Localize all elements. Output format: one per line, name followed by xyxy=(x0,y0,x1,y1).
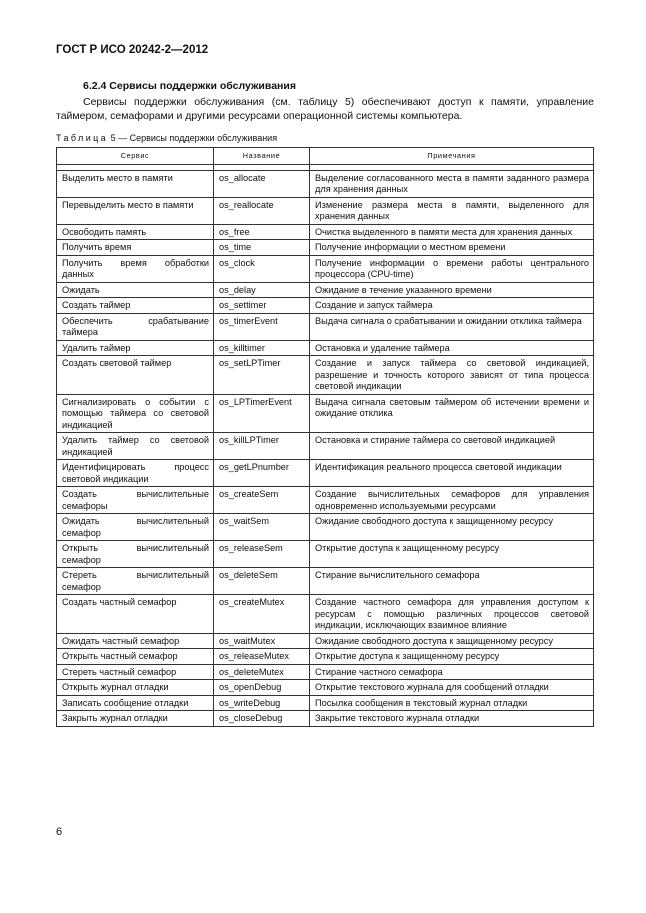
table-row xyxy=(57,514,594,541)
function-name-cell: os_time xyxy=(214,240,310,256)
table-caption-prefix: Таблица xyxy=(56,133,109,143)
notes-cell: Получение информации о времени работы центрального процессора (CPU-time) xyxy=(310,255,594,282)
table-caption-text: 5 — Сервисы поддержки обслуживания xyxy=(108,133,278,143)
page-number: 6 xyxy=(56,826,63,838)
function-name-cell: os_killtimer xyxy=(214,340,310,356)
header-name: Название xyxy=(214,148,310,165)
notes-cell: Остановка и удаление таймера xyxy=(310,340,594,356)
notes-cell: Открытие доступа к защищенному ресурсу xyxy=(310,541,594,568)
table-row xyxy=(57,356,594,395)
table-row xyxy=(57,695,594,711)
notes-cell: Открытие текстового журнала для сообщений отладки xyxy=(310,680,594,696)
service-cell: Обеспечить срабатывание таймера xyxy=(57,313,214,340)
function-name-cell: os_reallocate xyxy=(214,197,310,224)
function-name-cell: os_releaseSem xyxy=(214,541,310,568)
function-name-cell: os_timerEvent xyxy=(214,313,310,340)
service-cell: Освободить память xyxy=(57,224,214,240)
table-row xyxy=(57,595,594,634)
function-name-cell: os_createMutex xyxy=(214,595,310,634)
table-row xyxy=(57,298,594,314)
service-cell: Стереть вычислительный семафор xyxy=(57,568,214,595)
function-name-cell: os_writeDebug xyxy=(214,695,310,711)
notes-cell: Создание и запуск таймера со световой индикацией, разрешение и точность которого зависят от типа процесса световой индикации xyxy=(310,356,594,395)
function-name-cell: os_waitMutex xyxy=(214,633,310,649)
service-cell: Открыть частный семафор xyxy=(57,649,214,665)
notes-cell: Выделение согласованного места в памяти заданного размера для хранения данных xyxy=(310,170,594,197)
table-row xyxy=(57,487,594,514)
notes-cell: Выдача сигнала световым таймером об истечении времени и ожидание отклика xyxy=(310,394,594,433)
function-name-cell: os_setLPTimer xyxy=(214,356,310,395)
function-name-cell: os_getLPnumber xyxy=(214,460,310,487)
function-name-cell: os_waitSem xyxy=(214,514,310,541)
notes-cell: Стирание частного семафора xyxy=(310,664,594,680)
service-cell: Ожидать частный семафор xyxy=(57,633,214,649)
function-name-cell: os_createSem xyxy=(214,487,310,514)
table-row xyxy=(57,313,594,340)
services-table xyxy=(56,147,594,727)
notes-cell: Стирание вычислительного семафора xyxy=(310,568,594,595)
function-name-cell: os_free xyxy=(214,224,310,240)
table-row xyxy=(57,460,594,487)
service-cell: Записать сообщение отладки xyxy=(57,695,214,711)
table-body xyxy=(57,170,594,726)
table-row xyxy=(57,649,594,665)
table-row xyxy=(57,240,594,256)
service-cell: Создать частный семафор xyxy=(57,595,214,634)
function-name-cell: os_delay xyxy=(214,282,310,298)
notes-cell: Создание и запуск таймера xyxy=(310,298,594,314)
service-cell: Ожидать вычислительный семафор xyxy=(57,514,214,541)
function-name-cell: os_releaseMutex xyxy=(214,649,310,665)
table-row xyxy=(57,170,594,197)
notes-cell: Остановка и стирание таймера со световой индикацией xyxy=(310,433,594,460)
notes-cell: Изменение размера места в памяти, выделенного для хранения данных xyxy=(310,197,594,224)
header-notes: Примечания xyxy=(310,148,594,165)
service-cell: Перевыделить место в памяти xyxy=(57,197,214,224)
table-row xyxy=(57,340,594,356)
service-cell: Идентифицировать процесс световой индикации xyxy=(57,460,214,487)
function-name-cell: os_clock xyxy=(214,255,310,282)
function-name-cell: os_allocate xyxy=(214,170,310,197)
service-cell: Удалить таймер xyxy=(57,340,214,356)
table-row xyxy=(57,711,594,727)
function-name-cell: os_killLPTimer xyxy=(214,433,310,460)
notes-cell: Получение информации о местном времени xyxy=(310,240,594,256)
notes-cell: Идентификация реального процесса световой индикации xyxy=(310,460,594,487)
table-row xyxy=(57,568,594,595)
service-cell: Сигнализировать о событии с помощью таймера со световой индикацией xyxy=(57,394,214,433)
service-cell: Стереть частный семафор xyxy=(57,664,214,680)
table-row xyxy=(57,282,594,298)
table-row xyxy=(57,541,594,568)
header-service: Сервис xyxy=(57,148,214,165)
notes-cell: Посылка сообщения в текстовый журнал отладки xyxy=(310,695,594,711)
function-name-cell: os_LPTimerEvent xyxy=(214,394,310,433)
notes-cell: Открытие доступа к защищенному ресурсу xyxy=(310,649,594,665)
table-row xyxy=(57,680,594,696)
service-cell: Ожидать xyxy=(57,282,214,298)
notes-cell: Закрытие текстового журнала отладки xyxy=(310,711,594,727)
notes-cell: Ожидание свободного доступа к защищенному ресурсу xyxy=(310,514,594,541)
table-row xyxy=(57,633,594,649)
notes-cell: Создание вычислительных семафоров для управления одновременно используемыми ресурсами xyxy=(310,487,594,514)
table-header-row xyxy=(57,148,594,165)
table-row xyxy=(57,255,594,282)
notes-cell: Выдача сигнала о срабатывании и ожидании отклика таймера xyxy=(310,313,594,340)
service-cell: Создать вычислительные семафоры xyxy=(57,487,214,514)
table-row xyxy=(57,197,594,224)
notes-cell: Создание частного семафора для управления доступом к ресурсам с помощью различных процессов световой индикации, исключающих взаимное влияние xyxy=(310,595,594,634)
document-header: ГОСТ Р ИСО 20242-2—2012 xyxy=(56,44,209,56)
function-name-cell: os_settimer xyxy=(214,298,310,314)
section-paragraph: Сервисы поддержки обслуживания (см. таблицу 5) обеспечивают доступ к памяти, управление таймером, семафорами и другими ресурсами операционной системы компьютера. xyxy=(56,96,594,122)
service-cell: Открыть журнал отладки xyxy=(57,680,214,696)
service-cell: Выделить место в памяти xyxy=(57,170,214,197)
table-row xyxy=(57,664,594,680)
service-cell: Создать световой таймер xyxy=(57,356,214,395)
table-caption xyxy=(56,133,277,143)
table-row xyxy=(57,433,594,460)
service-cell: Получить время xyxy=(57,240,214,256)
service-cell: Открыть вычислительный семафор xyxy=(57,541,214,568)
section-title: 6.2.4 Сервисы поддержки обслуживания xyxy=(83,80,296,92)
function-name-cell: os_closeDebug xyxy=(214,711,310,727)
service-cell: Закрыть журнал отладки xyxy=(57,711,214,727)
table-row xyxy=(57,394,594,433)
function-name-cell: os_openDebug xyxy=(214,680,310,696)
notes-cell: Ожидание свободного доступа к защищенному ресурсу xyxy=(310,633,594,649)
service-cell: Удалить таймер со световой индикацией xyxy=(57,433,214,460)
service-cell: Создать таймер xyxy=(57,298,214,314)
function-name-cell: os_deleteMutex xyxy=(214,664,310,680)
function-name-cell: os_deleteSem xyxy=(214,568,310,595)
table-row xyxy=(57,224,594,240)
notes-cell: Ожидание в течение указанного времени xyxy=(310,282,594,298)
service-cell: Получить время обработки данных xyxy=(57,255,214,282)
notes-cell: Очистка выделенного в памяти места для хранения данных xyxy=(310,224,594,240)
